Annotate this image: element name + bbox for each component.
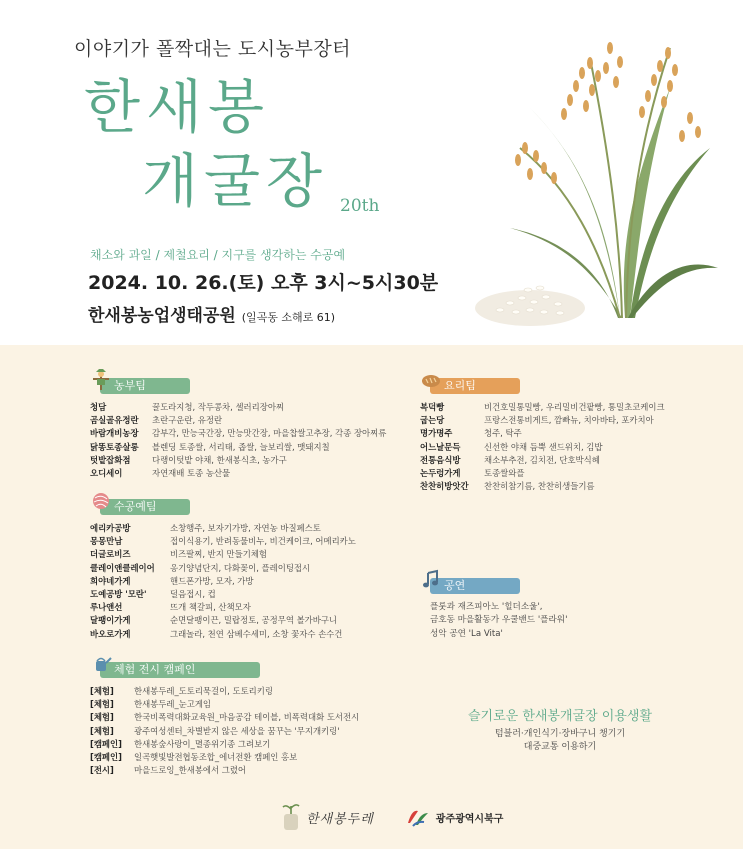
- farmer-row: [90, 414, 386, 427]
- usage-guide-line: 텀블러·개인식기·장바구니 챙기기: [494, 729, 626, 739]
- campaign-section: [90, 661, 359, 777]
- farmer-row-name: 곰실골유정란: [90, 415, 139, 426]
- farmer-row-name: 바람개비농장: [90, 428, 139, 439]
- cooking-row: [420, 427, 665, 440]
- performance-line: 플룻과 재즈피아노 '힐더소울',: [430, 602, 543, 612]
- music-note-icon: [420, 569, 442, 591]
- craft-row: [90, 562, 356, 575]
- campaign-row-name: [체험]: [90, 712, 114, 723]
- cooking-row: [420, 454, 665, 467]
- farmer-row: [90, 441, 386, 454]
- farmer-row: [90, 454, 386, 467]
- craft-row-name: 바오로가게: [90, 628, 131, 639]
- craft-row: [90, 614, 356, 627]
- campaign-row: [90, 685, 359, 698]
- slogan: 이야기가 폴짝대는 도시농부장터: [74, 38, 352, 60]
- farmer-row-items: 꿀도라지청, 작두콩차, 셀러리장아찌: [152, 402, 285, 412]
- campaign-title: 체험 전시 캠페인: [100, 662, 260, 678]
- farmer-row-items: 다랭이텃밭 야채, 한새봉식초, 농가구: [152, 454, 287, 465]
- campaign-row: [90, 698, 359, 711]
- craft-row: [90, 628, 356, 641]
- cooking-row-name: 굽는당: [420, 415, 445, 426]
- craft-row-items: 비즈팔찌, 반지 만들기체험: [170, 549, 267, 560]
- footer-logos: [280, 797, 503, 837]
- farmer-row: [90, 467, 386, 480]
- craft-row-name: 몽몽만남: [90, 536, 123, 547]
- farmer-row-items: 블렌딩 토종쌀, 서리태, 좁쌀, 늘보리쌀, 맷돼지칠: [152, 441, 330, 452]
- cooking-row-items: 프랑스전통비게트, 깜빠뉴, 치아바타, 포카치아: [484, 415, 654, 426]
- sprout-icon: [280, 802, 302, 832]
- campaign-row-items: 마을드로잉_한새봉에서 그렸어: [134, 765, 247, 776]
- farmer-team-list: [90, 401, 386, 480]
- campaign-row: [90, 711, 359, 724]
- campaign-row-items: 일곡햇빛발전협동조합_에너전환 캠페인 홍보: [134, 752, 298, 763]
- farmer-row-name: 청담: [90, 402, 107, 412]
- scarecrow-icon: [90, 369, 112, 391]
- craft-row-name: 클레이앤클레이어: [90, 562, 155, 573]
- campaign-row-items: 한새봉두레_도토리묵걸이, 도토리키링: [134, 686, 273, 696]
- campaign-row-name: [체험]: [90, 699, 114, 710]
- farmer-row-items: 초란구운란, 유정란: [152, 415, 223, 426]
- craft-row: [90, 548, 356, 561]
- farmer-team-section: [90, 377, 386, 480]
- edition-label: 20th: [340, 196, 380, 216]
- craft-team-list: [90, 522, 356, 641]
- campaign-row-name: [전시]: [90, 765, 114, 776]
- farmer-row: [90, 427, 386, 440]
- cooking-row-name: 찬찬히방앗간: [420, 481, 469, 492]
- cooking-row-items: 비건호밀통밀빵, 우리밀비건팥빵, 통밀초코케이크: [484, 402, 665, 412]
- usage-guide: [440, 705, 680, 754]
- cooking-row-items: 찬찬히참기름, 찬찬히생들기름: [484, 481, 595, 492]
- logo-right-text: 광주광역시북구: [435, 813, 504, 825]
- yarn-icon: [90, 490, 112, 512]
- campaign-row-name: [체험]: [90, 686, 114, 696]
- cooking-row-items: 신선한 야채 듬뿍 샌드위치, 김밥: [484, 441, 603, 452]
- cooking-team-title: 요리팀: [430, 378, 520, 394]
- lineup-section: [0, 345, 743, 849]
- cooking-row-items: 청주, 탁주: [484, 428, 522, 439]
- campaign-list: [90, 685, 359, 777]
- campaign-row-name: [캠페인]: [90, 752, 122, 763]
- craft-row-name: 희야네가게: [90, 575, 131, 586]
- hansaebong-dure-logo: [280, 802, 374, 832]
- cooking-row-items: 채소부추전, 김치전, 단호박식혜: [484, 454, 600, 465]
- poster-header: [0, 0, 743, 345]
- usage-guide-line: 대중교통 이용하기: [523, 742, 597, 752]
- performance-line: 금호동 마을활동가 우쿨밴드 '플라워': [430, 615, 568, 626]
- farmer-team-title: 농부팀: [100, 378, 190, 394]
- craft-row-items: 옹기양념단지, 다화꽂이, 플레이팅접시: [170, 562, 311, 573]
- event-venue: [88, 301, 335, 326]
- event-date: 2024. 10. 26.(토) 오후 3시~5시30분: [88, 272, 439, 294]
- campaign-row: [90, 725, 359, 738]
- district-emblem-icon: [404, 805, 430, 829]
- performance-line: 성악 공연 'La Vita': [430, 628, 503, 639]
- cooking-team-section: [420, 377, 665, 493]
- venue-name: 한새봉농업생태공원: [88, 306, 236, 326]
- craft-row: [90, 588, 356, 601]
- cooking-team-list: [420, 401, 665, 493]
- campaign-row: [90, 764, 359, 777]
- cooking-row: [420, 401, 665, 414]
- craft-row-name: 에리카공방: [90, 523, 131, 533]
- craft-row-items: 접이식용기, 반려동물비누, 비건케이크, 어메리카노: [170, 536, 356, 547]
- cooking-row-name: 명가명주: [420, 428, 453, 439]
- cooking-row: [420, 414, 665, 427]
- campaign-row-items: 한새봉두레_눈고게임: [134, 699, 211, 710]
- craft-row: [90, 575, 356, 588]
- cooking-row-name: 복덕빵: [420, 402, 445, 412]
- campaign-row: [90, 738, 359, 751]
- logo-left-text: 한새봉두레: [306, 811, 374, 827]
- cooking-row: [420, 480, 665, 493]
- campaign-row-name: [체험]: [90, 725, 114, 736]
- cooking-row-name: 어느날문득: [420, 441, 461, 452]
- cooking-row-items: 토종쌀와플: [484, 468, 525, 479]
- craft-row-name: 달팽이가게: [90, 615, 131, 626]
- farmer-row-name: 텃밭잡화점: [90, 454, 131, 465]
- venue-address: (일곡동 소해로 61): [241, 311, 336, 324]
- farmer-row-items: 자연재배 토종 농산물: [152, 468, 231, 479]
- usage-guide-title: 슬기로운 한새봉개굴장 이용생활: [467, 709, 653, 724]
- craft-row: [90, 601, 356, 614]
- watering-can-icon: [90, 653, 112, 675]
- craft-row-name: 루나앤선: [90, 602, 123, 613]
- farmer-row-items: 감부각, 만능국간장, 만능맛간장, 마을찹쌀고추장, 각종 장아찌류: [152, 428, 387, 439]
- craft-row: [90, 522, 356, 535]
- cooking-row-name: 전통음식방: [420, 454, 461, 465]
- craft-row-items: 소창행주, 보자기가방, 자연농 바질페스토: [170, 523, 321, 533]
- craft-team-title: 수공예팀: [100, 499, 190, 515]
- craft-row-items: 핸드폰가방, 모자, 가방: [170, 575, 254, 586]
- craft-team-section: [90, 498, 356, 641]
- campaign-row-items: 한국비폭력대화교육원_마음공감 테이블, 비폭력대화 도서전시: [134, 712, 360, 723]
- farmer-row: [90, 401, 386, 414]
- themes-line: 채소와 과일 / 제철요리 / 지구를 생각하는 수공예: [90, 248, 346, 262]
- craft-row-items: 뜨개 책갈피, 산책모자: [170, 602, 251, 613]
- title-line-2: 개굴장: [142, 147, 329, 215]
- campaign-row-items: 광주여성센터_차별받지 않은 세상을 꿈꾸는 '무지개키링': [134, 725, 340, 736]
- craft-row-items: 덜음접시, 컵: [170, 589, 216, 600]
- craft-row: [90, 535, 356, 548]
- campaign-row-items: 한새봉숲사랑이_멸종위기종 그려보기: [134, 738, 271, 749]
- performance-section: [420, 577, 567, 641]
- craft-row-name: 도예공방 '모란': [90, 589, 147, 600]
- rice-illustration: [470, 18, 720, 333]
- performance-title: 공연: [430, 578, 520, 594]
- craft-row-items: 순면달팽이끈, 밀랍정토, 공정무역 볼가바구니: [170, 615, 338, 626]
- craft-row-items: 그래놀라, 천연 삼베수세미, 소창 꽃자수 손수건: [170, 628, 343, 639]
- campaign-row-name: [캠페인]: [90, 738, 122, 749]
- title-line-1: 한새봉: [84, 73, 271, 141]
- farmer-row-name: 오디세이: [90, 468, 123, 479]
- farmer-row-name: 닭똥토종살롱: [90, 441, 139, 452]
- bread-icon: [420, 369, 442, 391]
- cooking-row-name: 논두렁가게: [420, 468, 461, 479]
- craft-row-name: 더글로비즈: [90, 549, 131, 560]
- cooking-row: [420, 441, 665, 454]
- campaign-row: [90, 751, 359, 764]
- cooking-row: [420, 467, 665, 480]
- buk-gu-logo: [404, 805, 504, 829]
